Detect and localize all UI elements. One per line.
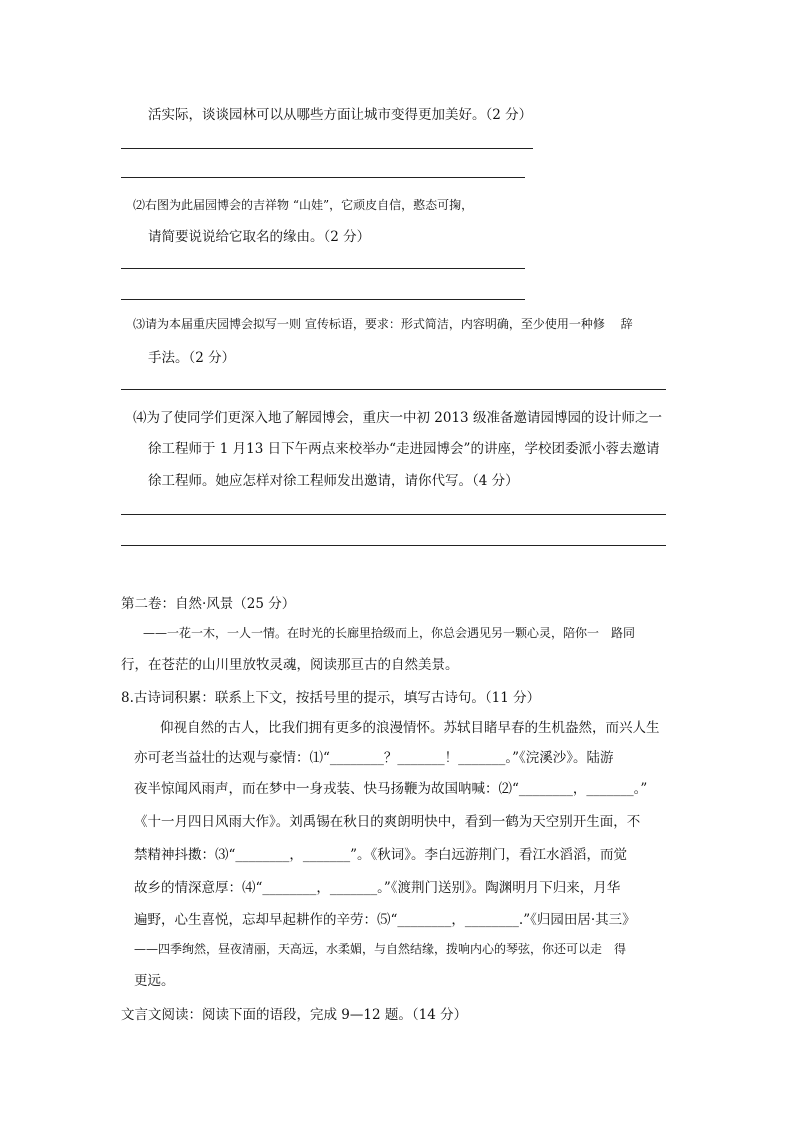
part2-title: 第二卷：自然·风景（25 分） <box>121 596 296 612</box>
q8-passage-line: 仰视自然的古人，比我们拥有更多的浪漫情怀。苏轼目睹早春的生机盎然，而兴人生 <box>160 720 660 736</box>
q7-4-prompt: ⑷为了使同学们更深入地了解园博会，重庆一中初 2013 级准备邀请园博园的设计师之一 <box>133 410 662 426</box>
q7-2-prompt-cont: 请简要说说给它取名的缘由。（2 分） <box>148 229 371 245</box>
answer-line <box>121 177 525 178</box>
answer-line <box>121 148 533 149</box>
q8-passage-line: 禁精神抖擞：⑶“________，_______”。《秋词》。李白远游荆门，看江水滔滔，而觉 <box>134 847 628 863</box>
q7-2-prompt: ⑵右图为此届园博会的吉祥物 “山娃”，它顽皮自信，憨态可掬， <box>133 198 474 212</box>
q7-4-prompt-cont: 徐工程师于 1 月13 日下午两点来校举办“走进园博会”的讲座，学校团委派小蓉去邀请 <box>148 441 660 457</box>
answer-line <box>121 268 525 269</box>
q7-3-prompt-cont: 手法。（2 分） <box>148 350 236 366</box>
q7-4-prompt-cont: 徐工程师。她应怎样对徐工程师发出邀请，请你代写。（4 分） <box>148 473 519 489</box>
part2-intro-cont: 行，在苍茫的山川里放牧灵魂，阅读那亘古的自然美景。 <box>121 657 459 673</box>
part2-intro: ——一花一木，一人一情。在时光的长廊里拾级而上，你总会遇见另一颗心灵，陪你一 路同 <box>143 626 636 640</box>
q7-3-prompt: ⑶请为本届重庆园博会拟写一则 宣传标语，要求：形式简洁，内容明确，至少使用一种修 辞 <box>133 317 633 331</box>
q8-passage-line: 遍野，心生喜悦，忘却早起耕作的辛劳：⑸“________，________.”《归园田居·其三》 <box>134 912 636 928</box>
answer-line <box>121 514 666 515</box>
q8-passage-line: 更远。 <box>134 973 175 989</box>
classical-reading-title: 文言文阅读：阅读下面的语段，完成 9—12 题。（14 分） <box>121 1007 468 1023</box>
answer-line <box>121 299 525 300</box>
q8-passage-line: 《十一月四日风雨大作》。刘禹锡在秋日的爽朗明快中，看到一鹤为天空别开生面，不 <box>134 814 641 830</box>
q8-passage-line: 夜半惊闻风雨声，而在梦中一身戎装、快马扬鞭为故国呐喊：⑵“________，_______。” <box>134 781 648 797</box>
q7-1-prompt-tail: 活实际，谈谈园林可以从哪些方面让城市变得更加美好。（2 分） <box>148 107 533 123</box>
q8-passage-line: ——四季绚然，昼夜清丽，天高远，水柔媚，与自然结缘，拨响内心的琴弦，你还可以走 得 <box>134 942 627 956</box>
answer-line <box>121 545 666 546</box>
q8-title: 8.古诗词积累：联系上下文，按括号里的提示，填写古诗句。（11 分） <box>121 690 541 706</box>
answer-line <box>121 389 666 390</box>
q8-passage-line: 故乡的情深意厚：⑷“________，_______。”《渡荆门送别》。陶渊明月下归来，月华 <box>134 880 621 896</box>
q8-passage-line: 亦可老当益壮的达观与豪情：⑴“________？_______！_______。”《浣溪沙》。陆游 <box>134 750 614 766</box>
